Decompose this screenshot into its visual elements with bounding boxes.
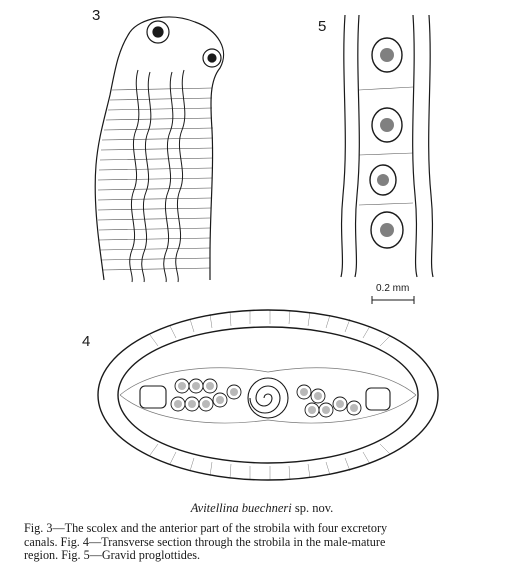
- proglottides-drawing: [335, 15, 445, 280]
- transverse-section-drawing: [90, 300, 450, 490]
- caption-line-1: Fig. 3—The scolex and the anterior part of the strobila with four excretory: [24, 521, 388, 535]
- species-suffix: sp. nov.: [291, 501, 334, 515]
- figure-3-number: 3: [92, 7, 101, 24]
- figure-5-number: 5: [318, 18, 327, 35]
- figure-4-number: 4: [82, 333, 91, 350]
- species-name: Avitellina buechneri: [190, 501, 292, 515]
- scolex-drawing: [60, 10, 250, 290]
- caption-line-2: canals. Fig. 4—Transverse section through the strobila in the male-mature: [24, 534, 386, 549]
- figure-caption: [24, 522, 518, 563]
- species-title: [0, 501, 524, 516]
- caption-line-3: region. Fig. 5—Gravid proglottides.: [24, 548, 201, 562]
- scale-bar-label: 0.2 mm: [376, 283, 410, 294]
